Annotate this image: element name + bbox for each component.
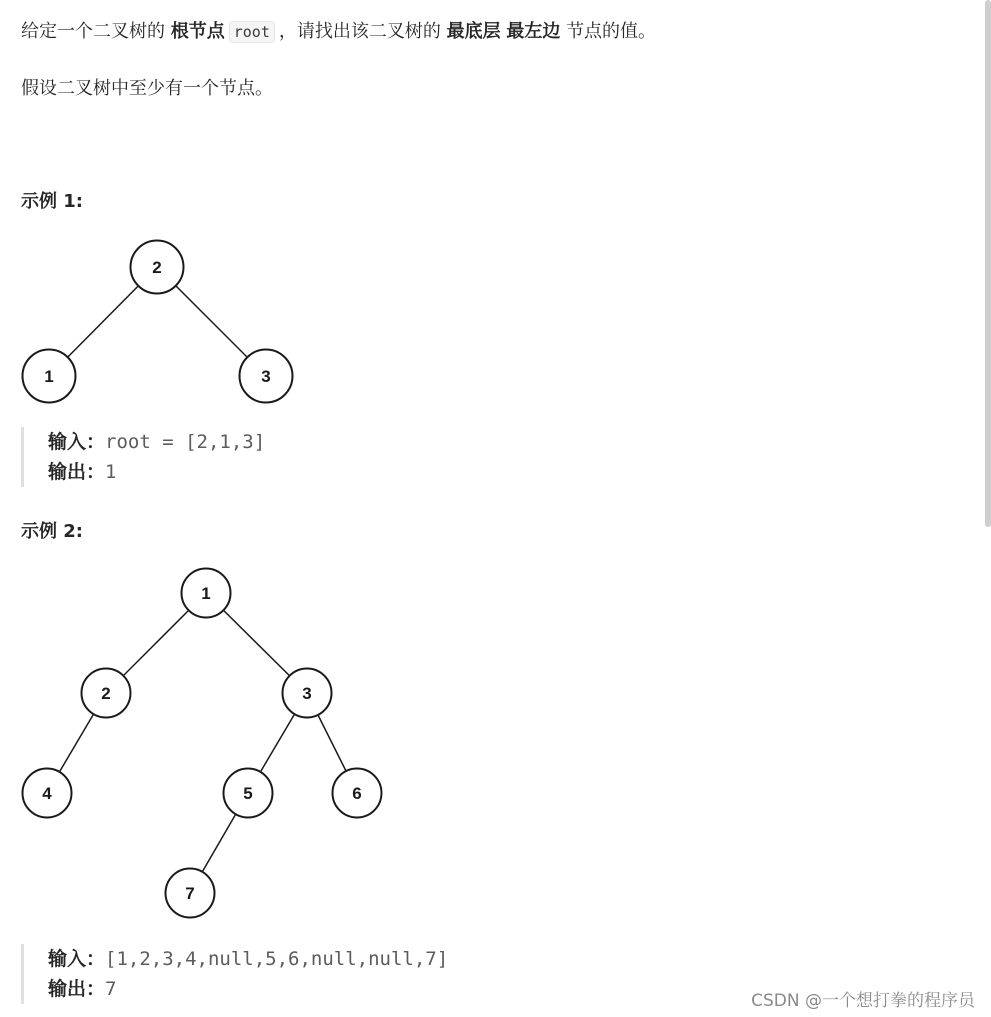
- tree-node-label: 3: [302, 684, 312, 703]
- tree-node: [131, 241, 184, 294]
- desc-text-2: ，请找出该二叉树的: [278, 21, 441, 42]
- tree-node-label: 6: [352, 784, 362, 803]
- tree-node: [182, 569, 231, 618]
- input-value: [1,2,3,4,null,5,6,null,null,7]: [105, 948, 449, 970]
- example-2-output-line: [48, 974, 448, 1004]
- input-value: root = [2,1,3]: [105, 431, 266, 453]
- example-1-input-line: [48, 427, 265, 457]
- example-2-io-block: [21, 944, 448, 1004]
- output-value: 1: [105, 461, 117, 483]
- problem-description: [21, 19, 656, 45]
- csdn-watermark: CSDN @一个想打拳的程序员: [751, 991, 975, 1011]
- vertical-scrollbar[interactable]: [985, 0, 991, 527]
- tree-node-label: 1: [44, 367, 54, 386]
- example-1-title: 示例 1:: [21, 191, 83, 212]
- tree-node-label: 2: [152, 258, 162, 277]
- desc-text-3: 节点的值。: [566, 21, 657, 42]
- tree-node-label: 5: [243, 784, 253, 803]
- example-2-input-line: [48, 944, 448, 974]
- problem-assumption: 假设二叉树中至少有一个节点。: [21, 78, 273, 99]
- tree-node-label: 7: [185, 884, 195, 903]
- example-2-title: 示例 2:: [21, 521, 83, 542]
- tree-node: [23, 769, 72, 818]
- example-2-tree-diagram: [0, 560, 420, 920]
- desc-bold-root-node: 根节点: [170, 21, 225, 42]
- tree-node: [240, 350, 293, 403]
- tree-node-label: 4: [42, 784, 52, 803]
- tree-node-label: 3: [261, 367, 271, 386]
- desc-text-1: 给定一个二叉树的: [21, 21, 165, 42]
- desc-code-root: root: [229, 21, 275, 43]
- tree-node: [82, 669, 131, 718]
- desc-bold-bottom: 最底层: [446, 21, 501, 42]
- tree-node: [23, 350, 76, 403]
- output-label: 输出：: [48, 461, 106, 483]
- tree-node: [283, 669, 332, 718]
- tree-node: [166, 869, 215, 918]
- tree-node-label: 2: [101, 684, 111, 703]
- input-label: 输入：: [48, 431, 106, 453]
- example-1-io-block: [21, 427, 265, 487]
- input-label: 输入：: [48, 948, 106, 970]
- tree-node: [333, 769, 382, 818]
- example-1-tree-diagram: [0, 230, 320, 410]
- tree-node-label: 1: [201, 584, 211, 603]
- output-value: 7: [105, 978, 117, 1000]
- desc-bold-left: 最左边: [506, 21, 561, 42]
- tree-node: [224, 769, 273, 818]
- output-label: 输出：: [48, 978, 106, 1000]
- example-1-output-line: [48, 457, 265, 487]
